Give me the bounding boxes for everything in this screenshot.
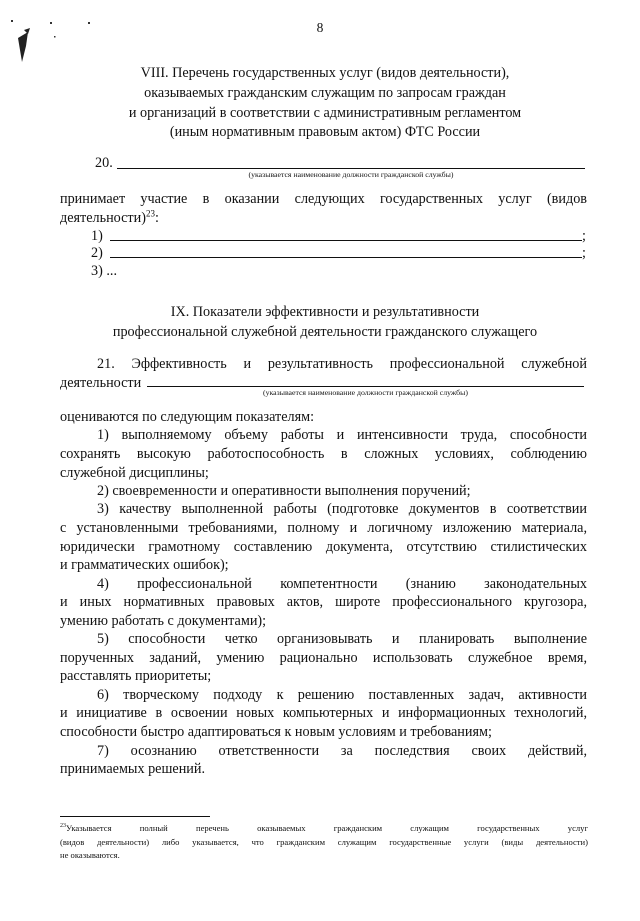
heading-line: профессиональной служебной деятельности гражданского служащего xyxy=(112,323,538,340)
list-item-2-line xyxy=(110,257,582,258)
position-blank-line xyxy=(117,168,585,169)
indicator-7-line: 7) осознанию ответственности за последствия своих действий, xyxy=(97,743,587,759)
participates-cont: деятельности)$^{23}$: xyxy=(60,208,159,226)
heading-line: IX. Показатели эффективности и результативности xyxy=(170,304,480,320)
footnote-line: (видов деятельности) либо указывается, что гражданским служащим государственные услуги (виды деятельности) xyxy=(60,837,588,847)
section-9-heading xyxy=(50,303,600,343)
indicator-3-line: с установленными требованиями, полному и логичному изложению материала, xyxy=(60,520,587,536)
participates-line: принимает участие в оказании следующих государственных услуг (видов xyxy=(60,191,587,207)
list-item-2-num: 2) xyxy=(91,245,103,261)
indicator-4-line: и иных нормативных правовых актов, широте профессионального кругозора, xyxy=(60,594,587,610)
indicator-7-line: принимаемых решений. xyxy=(60,761,206,777)
item-20-number: 20. xyxy=(95,155,113,171)
indicator-4-line: 4) профессиональной компетентности (знанию законодательных xyxy=(97,576,587,592)
position-caption: (указывается наименование должности гражданской службы) xyxy=(263,388,468,397)
footnote-line: не оказываются. xyxy=(60,850,120,860)
indicator-3-line: юридически грамотному составлению документа, отсутствию стилистических xyxy=(60,539,587,555)
indicator-3-line: и грамматических ошибок); xyxy=(60,557,229,573)
footnote-line: $^{23}$Указывается полный перечень оказываемых гражданским служащим государственных услуг xyxy=(60,823,588,833)
footnote-separator xyxy=(60,816,210,817)
item-21-line: 21. Эффективность и результативность профессиональной служебной xyxy=(97,356,587,372)
page-number: 8 xyxy=(316,20,324,35)
indicator-5-line: расставлять приоритеты; xyxy=(60,668,212,684)
list-item-1-line xyxy=(110,240,582,241)
indicator-1-line: 1) выполняемому объему работы и интенсивности труда, способности xyxy=(97,427,587,443)
indicator-3-line: 3) качеству выполненной работы (подготовке документов в соответствии xyxy=(97,501,587,517)
position-blank-line xyxy=(147,386,584,387)
item-21-cont: деятельности xyxy=(60,375,142,391)
indicator-6-line: и инициативе в освоении новых компьютерных и информационных технологий, xyxy=(60,705,587,721)
indicator-1-line: сохранять высокую работоспособность в сложных условиях, соблюдению xyxy=(60,446,587,462)
list-item-1-num: 1) xyxy=(91,228,103,244)
footnote-ref: 23 xyxy=(145,208,155,219)
heading-line: оказываемых гражданским служащим по запросам граждан xyxy=(144,84,506,101)
indicator-6-line: 6) творческому подходу к решению поставленных задач, активности xyxy=(97,687,587,703)
footnote-ref: 23 xyxy=(60,823,66,830)
position-caption: (указывается наименование должности гражданской службы) xyxy=(248,170,454,179)
list-item-3-num: 3) ... xyxy=(91,263,118,279)
heading-line: (иным нормативным правовым актом) ФТС России xyxy=(169,124,481,141)
list-item-1-end: ; xyxy=(582,228,586,244)
indicator-4-line: умению работать с документами); xyxy=(60,613,267,629)
indicator-6-line: способности быстро адаптироваться к новым условиям и требованиям; xyxy=(60,724,492,740)
section-8-heading xyxy=(50,64,600,143)
indicator-1-line: служебной дисциплины; xyxy=(60,465,209,481)
heading-line: VIII. Перечень государственных услуг (видов деятельности), xyxy=(140,65,510,81)
list-item-2-end: ; xyxy=(582,245,586,261)
indicator-5-line: порученных заданий, умению рационально использовать служебное время, xyxy=(60,650,587,666)
evaluated-by: оцениваются по следующим показателям: xyxy=(60,409,315,425)
heading-line: и организаций в соответствии с административным регламентом xyxy=(128,104,522,121)
indicator-2-line: 2) своевременности и оперативности выполнения поручений; xyxy=(97,483,471,499)
indicator-5-line: 5) способности четко организовывать и планировать выполнение xyxy=(97,631,587,647)
